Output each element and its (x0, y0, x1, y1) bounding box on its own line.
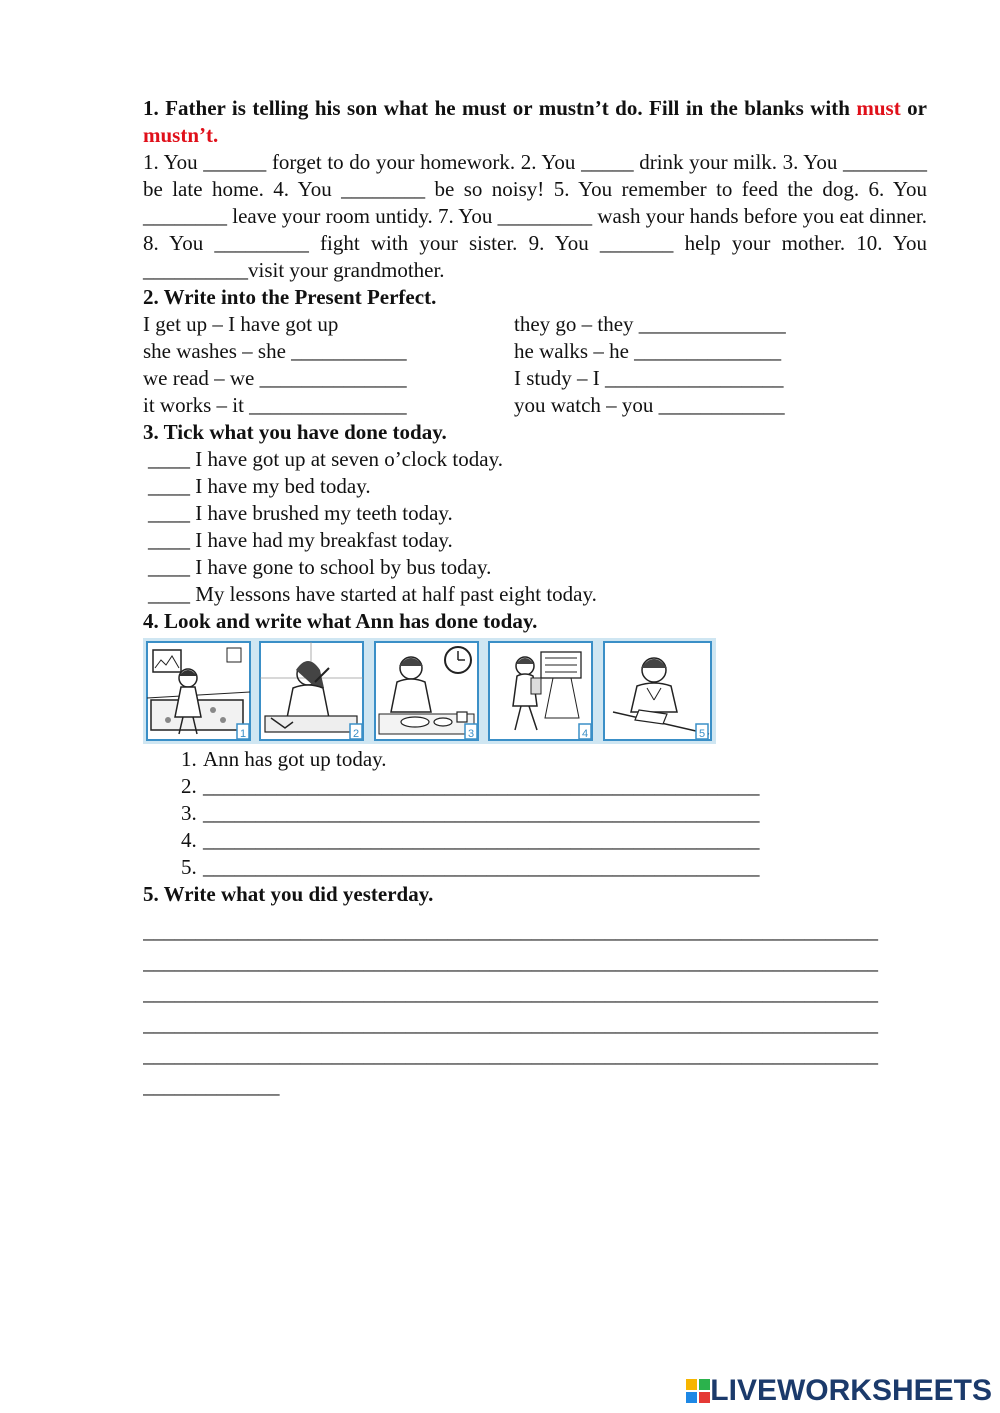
writing-line[interactable]: ______________________________________________________________________ (143, 1043, 878, 1067)
tick-item: ____ I have got up at seven o’clock today. (148, 447, 503, 471)
picture-number: 5 (699, 728, 706, 740)
writing-line[interactable]: ______________________________________________________________________ (143, 950, 878, 974)
section-1-body: 1. You ______ forget to do your homework. 2. You _____ drink your milk. 3. You ________ be late home. 4. You ________ be so noisy! 5. You remember to feed the dog. 6. You ________ leave your room untidy. 7. You _________ wash your hands before you eat dinner. 8. You _________ fight with your sister. 9. You _______ help your mother. 10. You __________visit your grandmother. (143, 150, 927, 282)
picture-number: 4 (582, 728, 589, 740)
mustnt-word: mustn’t. (143, 123, 219, 147)
tick-item: ____ I have had my breakfast today. (148, 528, 453, 552)
section-5-heading: 5. Write what you did yesterday. (143, 882, 434, 906)
list-number: 1. (181, 747, 197, 771)
table-row (143, 338, 927, 365)
picture-number: 1 (240, 728, 247, 740)
picture-panel-4 (489, 642, 592, 740)
table-row (143, 365, 927, 392)
picture-panel-2 (260, 642, 363, 740)
tick-item: ____ My lessons have started at half past eight today. (148, 582, 597, 606)
list-number: 3. (181, 801, 197, 825)
picture-number: 2 (353, 728, 360, 740)
right-cell: I study – I _________________ (514, 366, 784, 390)
picture-panel-1 (147, 642, 250, 740)
list-item (143, 746, 927, 773)
section-1-heading (143, 95, 927, 149)
list-number: 5. (181, 855, 197, 879)
present-perfect-table (143, 311, 927, 419)
list-item (143, 800, 927, 827)
section-3-heading: 3. Tick what you have done today. (143, 420, 447, 444)
answer-line[interactable]: _____________________________________________________ (203, 828, 760, 852)
picture-number: 3 (468, 728, 475, 740)
logo-text: LIVEWORKSHEETS (710, 1374, 992, 1407)
tick-item: ____ I have my bed today. (148, 474, 371, 498)
worksheet-content (143, 95, 927, 1102)
left-cell: we read – we ______________ (143, 366, 407, 390)
writing-line[interactable]: ______________________________________________________________________ (143, 1012, 878, 1036)
left-cell: she washes – she ___________ (143, 339, 407, 363)
ann-answer-list (143, 746, 927, 881)
right-cell: you watch – you ____________ (514, 393, 785, 417)
writing-line[interactable]: ______________________________________________________________________ (143, 919, 878, 943)
list-number: 4. (181, 828, 197, 852)
left-cell: it works – it _______________ (143, 393, 407, 417)
writing-line[interactable]: ______________________________________________________________________ (143, 981, 878, 1005)
list-text: Ann has got up today. (203, 747, 387, 771)
section-2-heading: 2. Write into the Present Perfect. (143, 285, 437, 309)
section-1-heading-text: 1. Father is telling his son what he must or mustn’t do. Fill in the blanks with (143, 96, 850, 120)
table-row (143, 392, 927, 419)
picture-panel-5 (604, 642, 711, 740)
picture-panel-3 (375, 642, 478, 740)
logo-blocks-icon (686, 1379, 710, 1403)
answer-line[interactable]: _____________________________________________________ (203, 801, 760, 825)
tick-list (143, 446, 927, 608)
liveworksheets-logo[interactable] (686, 1374, 992, 1408)
or-word: or (900, 96, 927, 120)
left-cell: I get up – I have got up (143, 312, 339, 336)
writing-lines (143, 916, 927, 1102)
must-word: must (856, 96, 901, 120)
answer-line[interactable]: _____________________________________________________ (203, 855, 760, 879)
picture-strip (143, 638, 716, 744)
writing-line[interactable]: _____________ (143, 1074, 280, 1098)
tick-item: ____ I have gone to school by bus today. (148, 555, 492, 579)
table-row (143, 311, 927, 338)
section-4-heading: 4. Look and write what Ann has done today. (143, 609, 538, 633)
list-item (143, 773, 927, 800)
right-cell: they go – they ______________ (514, 312, 786, 336)
list-number: 2. (181, 774, 197, 798)
list-item (143, 827, 927, 854)
tick-item: ____ I have brushed my teeth today. (148, 501, 453, 525)
answer-line[interactable]: _____________________________________________________ (203, 774, 760, 798)
list-item (143, 854, 927, 881)
right-cell: he walks – he ______________ (514, 339, 782, 363)
